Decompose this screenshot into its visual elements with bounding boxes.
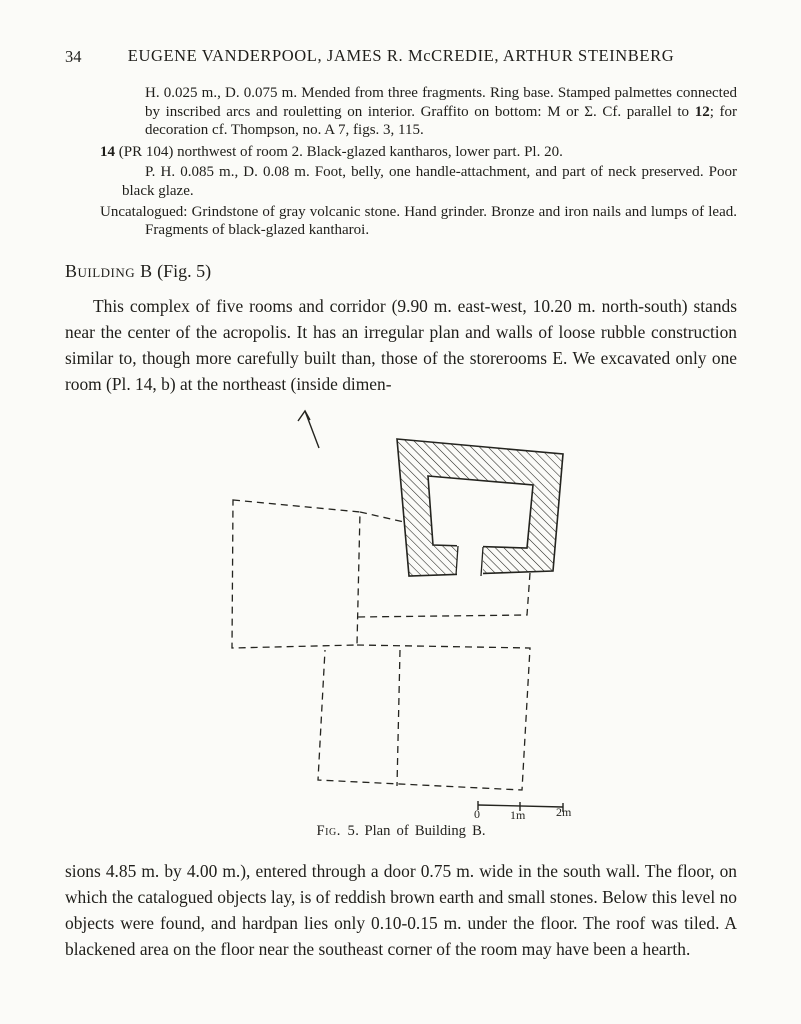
unexcavated-walls-dashed [232,500,530,790]
entry-13-bold-ref: 12 [694,103,710,120]
figure-5-drawing [170,401,730,819]
page-number: 34 [65,47,82,66]
scale-bar-labels [474,805,572,819]
figure-caption-label: Fig. 5. [316,822,360,839]
entry-13-text: H. 0.025 m., D. 0.075 m. Mended from three fragments. Ring base. Stamped palmettes connected by inscribed arcs and rouletting on interior. Graffito on bottom: M or Σ. Cf. parallel to [145,85,737,120]
excavated-room-walls [397,439,563,581]
uncatalogued-note: Uncatalogued: Grindstone of gray volcanic stone. Hand grinder. Bronze and iron nails and lumps of lead. Fragments of black-glazed kantharoi. [100,203,737,239]
entry-13-text-cont: ; for decoration cf. Thompson, no. A 7, figs. 3, 115. [145,103,737,139]
entry-14-heading-text: (PR 104) northwest of room 2. Black-glazed kantharos, lower part. Pl. 20. [115,143,563,160]
catalog-entry-13-detail [65,84,737,140]
scale-label-0: 0 [474,806,480,819]
room-outline-south [318,645,530,790]
wall-connector-north [360,512,404,522]
entry-14-number: 14 [100,143,115,160]
section-heading-name: Building B [65,260,153,281]
corridor-outline [357,573,530,617]
section-heading-figref: (Fig. 5) [152,260,212,281]
running-header [65,46,737,68]
scale-label-2m: 2m [556,804,572,819]
body-paragraph-1: This complex of five rooms and corridor (9.90 m. east-west, 10.20 m. north-south) stands near the center of the acropolis. It has an irregular plan and walls of loose rubble construction similar to, though more carefully built than, those of the storerooms E. We excavated only one room (Pl. 14, b) at the northeast (inside dimen- [65,295,737,394]
figure-5 [65,401,737,840]
catalog-entry-14-heading [65,143,737,162]
running-head-authors: EUGENE VANDERPOOL, JAMES R. McCREDIE, ARTHUR STEINBERG [127,46,675,65]
building-b-plan-svg [170,401,730,819]
body-paragraph-2: sions 4.85 m. by 4.00 m.), entered through a door 0.75 m. wide in the south wall. The floor, on which the catalogued objects lay, is of reddish brown earth and small stones. Below this level no objects were found, and hardpan lies only 0.10-0.15 m. under the floor. The roof was tiled. A blackened area on the floor near the southeast corner of the room may have been a hearth. [65,860,737,959]
catalogue-entries [65,84,737,240]
room-outline-west [232,500,360,648]
north-arrow-icon [298,411,319,448]
room-divider-wall [397,650,400,786]
catalog-entry-14-detail: P. H. 0.085 m., D. 0.08 m. Foot, belly, one handle-attachment, and part of neck preserved. Poor black glaze. [122,164,737,199]
scale-label-1m: 1m [510,807,526,819]
section-heading-building-b [65,260,737,283]
figure-caption-text: Plan of Building B. [364,822,486,839]
figure-caption [65,823,737,840]
doorway-gap [457,541,483,581]
